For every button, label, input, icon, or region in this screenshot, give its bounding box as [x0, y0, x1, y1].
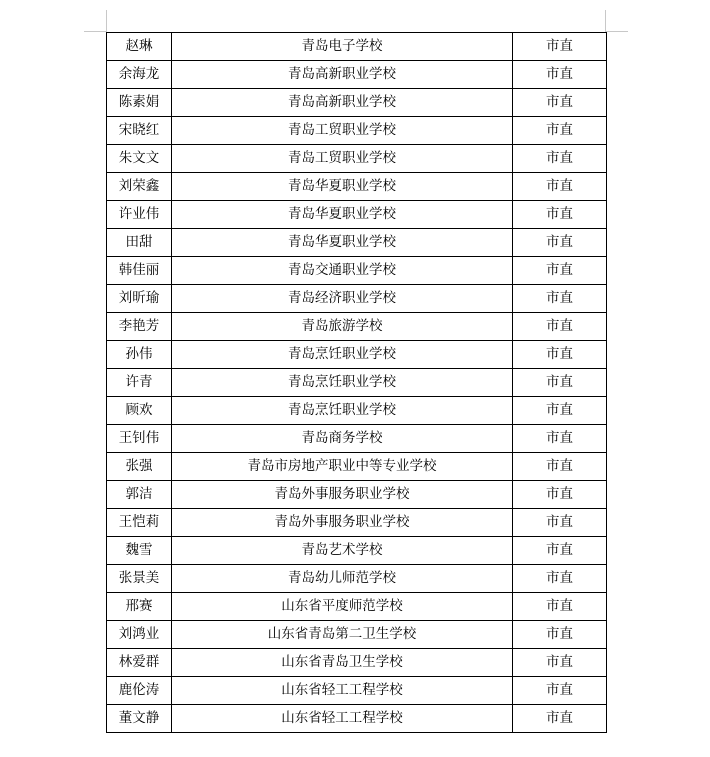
table-row [107, 257, 607, 285]
unit-cell: 市直 [513, 621, 607, 649]
unit-cell: 市直 [513, 117, 607, 145]
unit-cell: 市直 [513, 509, 607, 537]
unit-cell: 市直 [513, 257, 607, 285]
school-cell: 青岛市房地产职业中等专业学校 [172, 453, 513, 481]
table-row [107, 565, 607, 593]
unit-cell: 市直 [513, 677, 607, 705]
school-cell: 青岛外事服务职业学校 [172, 481, 513, 509]
table-row [107, 313, 607, 341]
school-cell: 山东省平度师范学校 [172, 593, 513, 621]
name-cell: 刘荣鑫 [107, 173, 172, 201]
unit-cell: 市直 [513, 33, 607, 61]
name-cell: 陈素娟 [107, 89, 172, 117]
name-cell: 郭洁 [107, 481, 172, 509]
table-row [107, 117, 607, 145]
name-cell: 田甜 [107, 229, 172, 257]
school-cell: 青岛电子学校 [172, 33, 513, 61]
unit-cell: 市直 [513, 565, 607, 593]
school-cell: 青岛华夏职业学校 [172, 173, 513, 201]
school-cell: 山东省轻工工程学校 [172, 677, 513, 705]
unit-cell: 市直 [513, 453, 607, 481]
table-row [107, 593, 607, 621]
school-cell: 青岛烹饪职业学校 [172, 341, 513, 369]
roster-table-body [107, 33, 607, 733]
table-row [107, 229, 607, 257]
table-row [107, 425, 607, 453]
school-cell: 青岛烹饪职业学校 [172, 397, 513, 425]
school-cell: 青岛工贸职业学校 [172, 145, 513, 173]
name-cell: 鹿伦涛 [107, 677, 172, 705]
name-cell: 许业伟 [107, 201, 172, 229]
name-cell: 宋晓红 [107, 117, 172, 145]
school-cell: 青岛外事服务职业学校 [172, 509, 513, 537]
school-cell: 青岛幼儿师范学校 [172, 565, 513, 593]
table-row [107, 453, 607, 481]
unit-cell: 市直 [513, 649, 607, 677]
name-cell: 李艳芳 [107, 313, 172, 341]
unit-cell: 市直 [513, 285, 607, 313]
unit-cell: 市直 [513, 313, 607, 341]
school-cell: 山东省轻工工程学校 [172, 705, 513, 733]
table-row [107, 677, 607, 705]
school-cell: 山东省青岛卫生学校 [172, 649, 513, 677]
school-cell: 青岛商务学校 [172, 425, 513, 453]
table-row [107, 397, 607, 425]
table-row [107, 145, 607, 173]
name-cell: 刘鸿业 [107, 621, 172, 649]
crop-mark-top-right-vertical [605, 10, 606, 32]
school-cell: 青岛交通职业学校 [172, 257, 513, 285]
school-cell: 青岛艺术学校 [172, 537, 513, 565]
name-cell: 张景美 [107, 565, 172, 593]
school-cell: 青岛经济职业学校 [172, 285, 513, 313]
table-row [107, 621, 607, 649]
name-cell: 邢赛 [107, 593, 172, 621]
unit-cell: 市直 [513, 593, 607, 621]
school-cell: 青岛华夏职业学校 [172, 201, 513, 229]
name-cell: 顾欢 [107, 397, 172, 425]
roster-table [106, 32, 607, 733]
crop-mark-top-left-vertical [106, 10, 107, 32]
unit-cell: 市直 [513, 145, 607, 173]
unit-cell: 市直 [513, 341, 607, 369]
name-cell: 魏雪 [107, 537, 172, 565]
unit-cell: 市直 [513, 229, 607, 257]
unit-cell: 市直 [513, 425, 607, 453]
table-row [107, 509, 607, 537]
table-row [107, 341, 607, 369]
table-row [107, 285, 607, 313]
table-row [107, 705, 607, 733]
table-row [107, 649, 607, 677]
unit-cell: 市直 [513, 61, 607, 89]
school-cell: 青岛高新职业学校 [172, 89, 513, 117]
table-row [107, 537, 607, 565]
crop-mark-top-left-horizontal [84, 31, 106, 32]
unit-cell: 市直 [513, 705, 607, 733]
name-cell: 余海龙 [107, 61, 172, 89]
unit-cell: 市直 [513, 369, 607, 397]
name-cell: 林爱群 [107, 649, 172, 677]
school-cell: 青岛高新职业学校 [172, 61, 513, 89]
name-cell: 赵琳 [107, 33, 172, 61]
name-cell: 董文静 [107, 705, 172, 733]
name-cell: 刘昕瑜 [107, 285, 172, 313]
name-cell: 孙伟 [107, 341, 172, 369]
table-row [107, 33, 607, 61]
name-cell: 王恺莉 [107, 509, 172, 537]
name-cell: 张强 [107, 453, 172, 481]
unit-cell: 市直 [513, 89, 607, 117]
unit-cell: 市直 [513, 537, 607, 565]
crop-mark-top-right-horizontal [606, 31, 628, 32]
school-cell: 山东省青岛第二卫生学校 [172, 621, 513, 649]
name-cell: 许青 [107, 369, 172, 397]
school-cell: 青岛旅游学校 [172, 313, 513, 341]
table-row [107, 89, 607, 117]
table-row [107, 481, 607, 509]
unit-cell: 市直 [513, 481, 607, 509]
unit-cell: 市直 [513, 201, 607, 229]
table-row [107, 201, 607, 229]
unit-cell: 市直 [513, 397, 607, 425]
school-cell: 青岛烹饪职业学校 [172, 369, 513, 397]
name-cell: 朱文文 [107, 145, 172, 173]
school-cell: 青岛工贸职业学校 [172, 117, 513, 145]
name-cell: 韩佳丽 [107, 257, 172, 285]
unit-cell: 市直 [513, 173, 607, 201]
name-cell: 王钊伟 [107, 425, 172, 453]
table-row [107, 369, 607, 397]
table-row [107, 61, 607, 89]
table-row [107, 173, 607, 201]
school-cell: 青岛华夏职业学校 [172, 229, 513, 257]
